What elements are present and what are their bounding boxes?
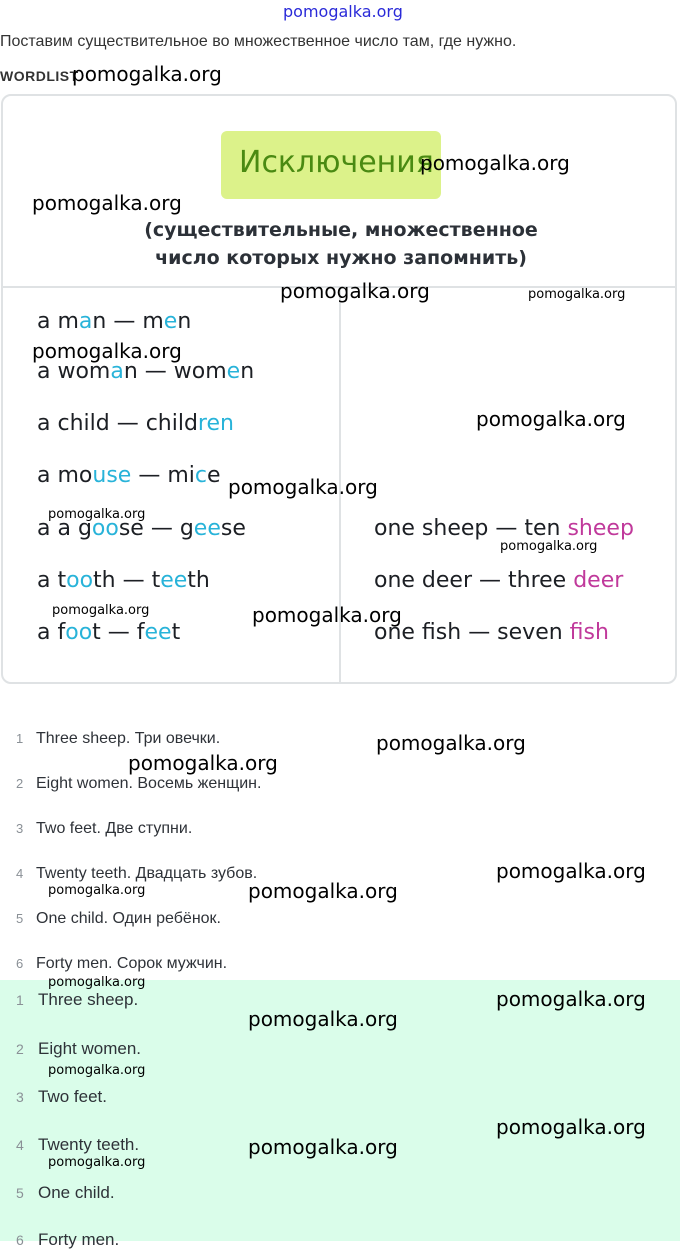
right-word-pair [374,516,634,541]
highlighted-letters: e [163,309,178,334]
exercise-text: Two feet. Две ступни. [36,820,193,837]
answer-item [16,1230,119,1250]
word-text: one deer — three [374,568,574,593]
exercise-item [16,955,227,973]
watermark: pomogalka.org [48,975,146,990]
exercise-item [16,730,220,748]
watermark: pomogalka.org [252,603,402,627]
exercise-text: Eight women. Восемь женщин. [36,775,262,792]
word-text: a child — child [37,411,198,436]
watermark: pomogalka.org [228,475,378,499]
exercise-number: 4 [16,866,24,881]
word-text: se — g [118,516,194,541]
exercise-text: Forty men. Сорок мужчин. [36,955,228,972]
answer-text: Forty men. [38,1230,120,1249]
exercise-item [16,865,257,883]
watermark: pomogalka.org [52,603,150,618]
highlighted-letters: ee [160,568,188,593]
highlighted-letters: fish [569,620,609,645]
word-text: a mo [37,463,93,488]
word-text: th — t [93,568,161,593]
watermark: pomogalka.org [420,151,570,175]
watermark: pomogalka.org [48,1155,146,1170]
exercise-text: Three sheep. Три овечки. [36,730,221,747]
word-text: se [220,516,246,541]
highlighted-letters: a [110,359,124,384]
highlighted-letters: sheep [567,516,634,541]
exercise-text: Twenty teeth. Двадцать зубов. [36,865,258,882]
watermark: pomogalka.org [496,1115,646,1139]
highlighted-letters: oo [66,568,94,593]
highlighted-letters: ee [144,620,172,645]
left-word-pair [37,620,180,645]
exercise-number: 6 [16,956,24,971]
word-text: a m [37,309,79,334]
exceptions-title: Исключения [239,145,434,180]
highlighted-letters: deer [573,568,624,593]
word-text: a wom [37,359,111,384]
answer-item [16,1183,115,1203]
right-word-pair [374,620,609,645]
answer-item [16,1039,141,1059]
highlighted-letters: ee [193,516,221,541]
answer-number: 2 [16,1041,24,1057]
exercise-number: 1 [16,731,24,746]
word-text: — mi [131,463,195,488]
instruction-text: Поставим существительное во множественное число там, где нужно. [0,33,517,50]
highlighted-letters: ren [197,411,234,436]
watermark: pomogalka.org [48,883,146,898]
word-text: a a g [37,516,92,541]
answer-number: 6 [16,1232,24,1248]
left-word-pair [37,568,210,593]
answer-text: Eight women. [38,1039,141,1058]
watermark: pomogalka.org [476,407,626,431]
highlighted-letters: use [92,463,132,488]
answer-number: 4 [16,1137,24,1153]
exercise-item [16,775,261,793]
word-text: t — f [92,620,145,645]
exercise-number: 5 [16,911,24,926]
watermark: pomogalka.org [496,987,646,1011]
wordlist-label: WORDLIST [0,68,79,84]
word-text: n [177,309,192,334]
watermark: pomogalka.org [528,287,626,302]
answer-text: Three sheep. [38,990,139,1009]
left-word-pair [37,309,191,334]
exceptions-badge [221,131,441,199]
word-text: n — wom [123,359,227,384]
watermark: pomogalka.org [248,1007,398,1031]
left-word-pair [37,463,221,488]
watermark: pomogalka.org [376,731,526,755]
word-text: n [240,359,255,384]
answer-item [16,990,138,1010]
watermark: pomogalka.org [48,1063,146,1078]
left-word-pair [37,411,234,436]
watermark: pomogalka.org [128,751,278,775]
subtitle-line-2: число которых нужно запомнить) [155,247,527,269]
exercise-item [16,820,192,838]
watermark: pomogalka.org [280,279,430,303]
answer-text: One child. [38,1183,115,1202]
word-text: a f [37,620,66,645]
exercise-item [16,910,221,928]
card-subtitle [3,216,679,272]
answer-item [16,1135,139,1155]
highlighted-letters: oo [65,620,93,645]
watermark: pomogalka.org [500,539,598,554]
exercise-number: 2 [16,776,24,791]
exceptions-card [1,94,677,684]
subtitle-line-1: (существительные, множественное [144,219,538,241]
answer-number: 1 [16,992,24,1008]
answer-number: 5 [16,1185,24,1201]
word-text: a t [37,568,67,593]
watermark: pomogalka.org [496,859,646,883]
word-text: one fish — seven [374,620,570,645]
watermark: pomogalka.org [48,507,146,522]
answer-number: 3 [16,1089,24,1105]
highlighted-letters: a [78,309,93,334]
watermark: pomogalka.org [248,1135,398,1159]
watermark: pomogalka.org [248,879,398,903]
watermark: pomogalka.org [32,191,182,215]
highlighted-letters: c [194,463,207,488]
word-text: t [171,620,181,645]
word-text: one sheep — ten [374,516,568,541]
exercise-number: 3 [16,821,24,836]
highlighted-letters: oo [91,516,119,541]
watermark: pomogalka.org [72,62,222,86]
highlighted-letters: e [226,359,241,384]
right-word-pair [374,568,623,593]
word-text: th [187,568,210,593]
exercise-text: One child. Один ребёнок. [36,910,221,927]
word-text: n — m [92,309,164,334]
answer-text: Twenty teeth. [38,1135,140,1154]
watermark: pomogalka.org [32,339,182,363]
watermark-top: pomogalka.org [283,2,403,21]
answer-text: Two feet. [38,1087,107,1106]
word-text: e [206,463,221,488]
answer-item [16,1087,107,1107]
